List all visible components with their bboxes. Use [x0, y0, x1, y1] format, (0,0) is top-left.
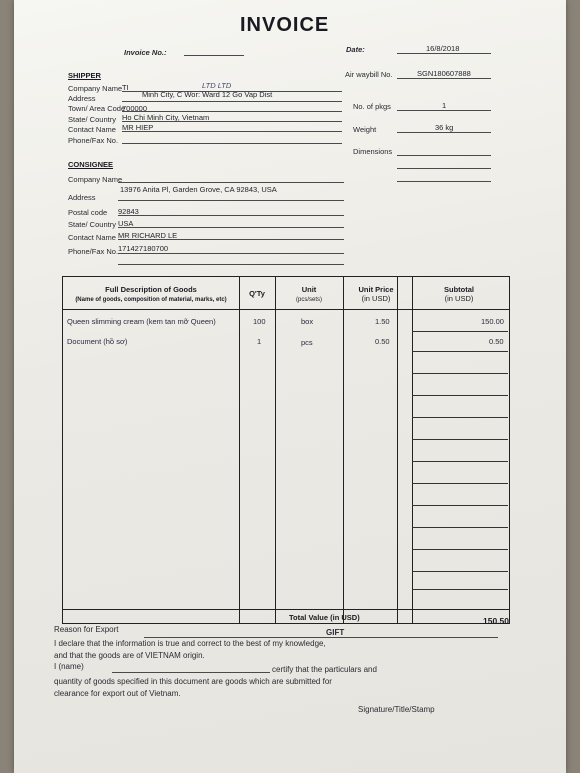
- row2-unit: pcs: [301, 338, 313, 347]
- weight-label: Weight: [353, 125, 377, 134]
- consignee-contact-label: Contact Name: [68, 233, 116, 242]
- shipper-town-label: Town/ Area Code: [68, 104, 126, 113]
- shipper-phone-label: Phone/Fax No.: [68, 136, 119, 145]
- signature-label: Signature/Title/Stamp: [358, 705, 435, 714]
- pkgs-value: 1: [442, 101, 447, 110]
- date-value: 16/8/2018: [426, 44, 460, 53]
- total-value: 150.50: [483, 616, 509, 626]
- consignee-contact-value: MR RICHARD LE: [118, 231, 178, 240]
- row2-price: 0.50: [375, 337, 390, 346]
- consignee-company-label: Company Name: [68, 175, 123, 184]
- consignee-state-value: USA: [118, 219, 134, 228]
- certify-line1: certify that the particulars and: [272, 665, 377, 674]
- pkgs-label: No. of pkgs: [353, 102, 391, 111]
- invoice-paper: [14, 0, 566, 773]
- consignee-phone-value: 171427180700: [118, 244, 169, 253]
- waybill-label: Air waybill No.: [345, 70, 393, 79]
- goods-table: [62, 276, 510, 624]
- row1-unit: box: [301, 317, 314, 326]
- weight-value: 36 kg: [435, 123, 454, 132]
- shipper-address-label: Address: [68, 94, 96, 103]
- shipper-contact-value: MR HIEP: [122, 123, 154, 132]
- consignee-address-value: 13976 Anita Pl, Garden Grove, CA 92843, USA: [120, 185, 277, 194]
- shipper-heading: SHIPPER: [68, 71, 101, 80]
- row2-qty: 1: [257, 337, 262, 346]
- shipper-address-value: Minh City, C Wor: Ward 12 Go Vap Dist: [142, 90, 273, 99]
- row1-qty: 100: [253, 317, 266, 326]
- invoice-no-label: Invoice No.:: [124, 48, 167, 57]
- row1-subtotal: 150.00: [481, 317, 504, 326]
- total-label: Total Value (in USD): [289, 613, 360, 622]
- shipper-state-value: Ho Chi Minh City, Vietnam: [122, 113, 210, 122]
- invoice-title: INVOICE: [240, 14, 330, 36]
- header-description: Full Description of Goods (Name of goods, composition of material, marks, etc): [75, 285, 227, 303]
- header-qty: Q'Ty: [249, 289, 265, 298]
- header-unit: Unit (pcs/sets): [295, 285, 322, 303]
- shipper-state-label: State/ Country: [68, 115, 116, 124]
- consignee-postal-value: 92843: [118, 207, 139, 216]
- dimensions-label: Dimensions: [353, 147, 393, 156]
- consignee-postal-label: Postal code: [68, 208, 108, 217]
- shipper-contact-label: Contact Name: [68, 125, 116, 134]
- certify-line3: clearance for export out of Vietnam.: [54, 689, 181, 698]
- consignee-phone-label: Phone/Fax No.: [68, 247, 119, 256]
- header-subtotal: Subtotal (in USD): [444, 285, 474, 303]
- shipper-company-value: TI: [122, 83, 129, 92]
- consignee-address-label: Address: [68, 193, 96, 202]
- date-label: Date:: [346, 45, 365, 54]
- consignee-heading: CONSIGNEE: [68, 160, 114, 169]
- shipper-town-value: 700000: [122, 104, 148, 113]
- header-unit-price: Unit Price (in USD): [358, 285, 394, 303]
- reason-value: GIFT: [326, 628, 345, 637]
- row2-subtotal: 0.50: [489, 337, 504, 346]
- consignee-state-label: State/ Country: [68, 220, 116, 229]
- row1-desc: Queen slimming cream (kem tan mỡ Queen): [67, 317, 216, 326]
- reason-label: Reason for Export: [54, 625, 119, 634]
- waybill-value: SGN180607888: [417, 69, 471, 78]
- row2-desc: Document (hồ sơ): [67, 337, 128, 346]
- declare-line1: I declare that the information is true and correct to the best of my knowledge,: [54, 639, 326, 648]
- shipper-company-label: Company Name: [68, 84, 123, 93]
- certify-line2: quantity of goods specified in this document are goods which are submitted for: [54, 677, 332, 686]
- name-label: I (name): [54, 662, 84, 671]
- shipper-company-extra: LTD LTD: [202, 81, 232, 90]
- row1-price: 1.50: [375, 317, 390, 326]
- declare-line2: and that the goods are of VIETNAM origin.: [54, 651, 205, 660]
